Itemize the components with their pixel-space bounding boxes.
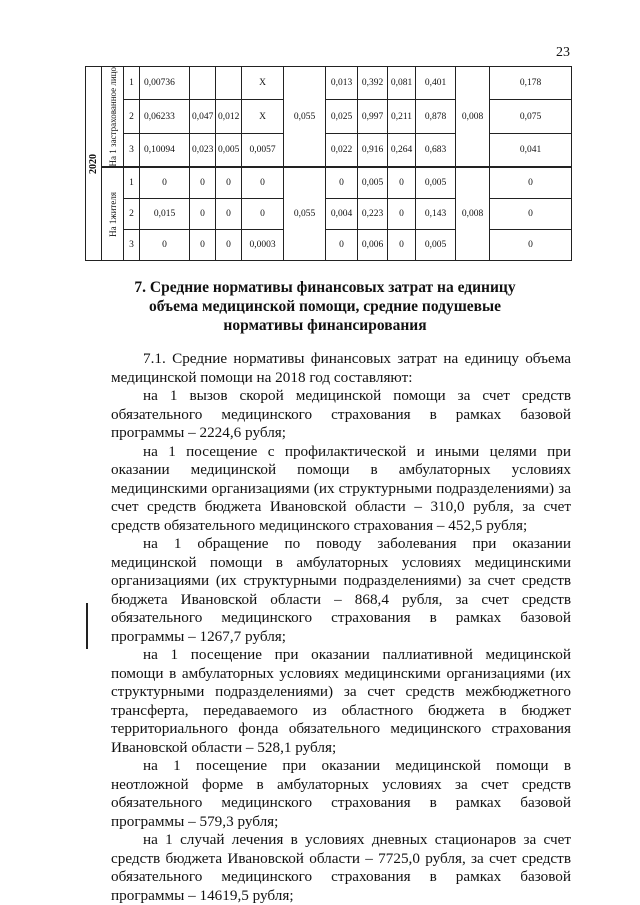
table-cell: 0,012 — [216, 100, 242, 133]
paragraph: на 1 обращение по поводу заболевания при оказании медицинской помощи в амбулаторных условиях медицинскими организациями (их структурными подразделениями) за счет средств бюджета Ивановской области – 868,4 рубля, за счет средств обязательного медицинского страхования в рамках базовой программы – 1267,7 рубля; — [111, 535, 571, 645]
row-number: 2 — [124, 199, 140, 230]
table-cell: 0,006 — [358, 230, 388, 261]
table-cell: 0 — [216, 230, 242, 261]
year-cell: 2020 — [86, 67, 102, 261]
table-cell: 0,081 — [388, 67, 416, 100]
table-cell: 0,06233 — [140, 100, 190, 133]
table-cell: 0,005 — [216, 133, 242, 167]
merged-cell: 0,055 — [284, 167, 326, 261]
table-cell: 0 — [388, 230, 416, 261]
table-cell: 0,005 — [416, 230, 456, 261]
table-cell: 0,10094 — [140, 133, 190, 167]
page-number: 23 — [556, 45, 570, 60]
row-number: 1 — [124, 167, 140, 199]
table-cell: 0,041 — [490, 133, 572, 167]
table-cell: 0 — [490, 199, 572, 230]
table-row — [86, 230, 572, 261]
row-number: 3 — [124, 133, 140, 167]
table-cell: 0 — [190, 199, 216, 230]
table-cell: 0,005 — [416, 167, 456, 199]
table-cell: 0,392 — [358, 67, 388, 100]
table-cell: 0,022 — [326, 133, 358, 167]
table-row — [86, 199, 572, 230]
table-cell: 0,047 — [190, 100, 216, 133]
table-cell: 0,997 — [358, 100, 388, 133]
table-cell: 0,211 — [388, 100, 416, 133]
table-cell: 0,223 — [358, 199, 388, 230]
table-cell: 0 — [242, 199, 284, 230]
table-cell: 0 — [140, 167, 190, 199]
paragraph: на 1 случай лечения в условиях дневных стационаров за счет средств бюджета Ивановской области – 7725,0 рубля, за счет средств обязательного медицинского страхования в рамках базовой программы – 14619,5 рубля; — [111, 831, 571, 904]
merged-cell: 0,008 — [456, 167, 490, 261]
table-cell — [216, 67, 242, 100]
table-cell: 0 — [388, 199, 416, 230]
table-cell: 0 — [242, 167, 284, 199]
table-cell — [190, 67, 216, 100]
table-row — [86, 100, 572, 133]
table-row — [86, 133, 572, 167]
table-cell: 0,013 — [326, 67, 358, 100]
paragraph: 7.1. Средние нормативы финансовых затрат на единицу объема медицинской помощи на 2018 год составляют: — [111, 350, 571, 386]
table-cell: 0 — [388, 167, 416, 199]
table-cell: 0,401 — [416, 67, 456, 100]
paragraph: на 1 посещение с профилактической и иными целями при оказании медицинской помощи в амбулаторных условиях медицинскими организациями (их структурными подразделениями) за счет средств бюджета Ивановской области – 310,0 рубля, за счет средств обязательного медицинского страхования – 452,5 рубля; — [111, 442, 571, 534]
table-cell: 0 — [326, 230, 358, 261]
section-heading: 7. Средние нормативы финансовых затрат на единицу объема медицинской помощи, средние подушевые нормативы финансирования — [134, 279, 516, 334]
normatives-table — [85, 66, 572, 261]
section-body — [111, 350, 571, 905]
table-cell: 0,916 — [358, 133, 388, 167]
row-number: 1 — [124, 67, 140, 100]
row-number: 3 — [124, 230, 140, 261]
table-cell: 0,023 — [190, 133, 216, 167]
table-cell: 0 — [190, 230, 216, 261]
group-label-cell: На 1 застрахованное лицо — [102, 67, 124, 168]
table-cell: X — [242, 67, 284, 100]
table-cell: 0,143 — [416, 199, 456, 230]
table-cell: 0 — [490, 167, 572, 199]
table-cell: 0,0057 — [242, 133, 284, 167]
table-cell: 0,015 — [140, 199, 190, 230]
row-number: 2 — [124, 100, 140, 133]
table-cell: 0 — [216, 167, 242, 199]
merged-cell: 0,055 — [284, 67, 326, 168]
table-row — [86, 67, 572, 100]
table-cell: 0,178 — [490, 67, 572, 100]
table-cell: 0,264 — [388, 133, 416, 167]
table-cell: 0,00736 — [140, 67, 190, 100]
table-cell: 0,0003 — [242, 230, 284, 261]
table-cell: 0 — [326, 167, 358, 199]
group-label-cell: На 1жителя — [102, 167, 124, 261]
table-cell: 0 — [216, 199, 242, 230]
table-cell: 0,075 — [490, 100, 572, 133]
paragraph: на 1 посещение при оказании паллиативной медицинской помощи в амбулаторных условиях медицинскими организациями (их структурными подразделениями) за счет средств межбюджетного трансферта, передаваемого из областного бюджета в бюджет территориального фонда обязательного медицинского страхования Ивановской области – 528,1 рубля; — [111, 646, 571, 756]
table-cell: 0,004 — [326, 199, 358, 230]
table-cell: 0,683 — [416, 133, 456, 167]
table-cell: 0,878 — [416, 100, 456, 133]
table-cell: 0,025 — [326, 100, 358, 133]
paragraph: на 1 посещение при оказании медицинской помощи в неотложной форме в амбулаторных условиях за счет средств обязательного медицинского страхования в рамках базовой программы – 579,3 рубля; — [111, 757, 571, 830]
table-cell: 0 — [140, 230, 190, 261]
table-row — [86, 167, 572, 199]
table-cell: 0,005 — [358, 167, 388, 199]
table-cell: 0 — [490, 230, 572, 261]
table-cell: 0 — [190, 167, 216, 199]
paragraph: на 1 вызов скорой медицинской помощи за счет средств обязательного медицинского страхования в рамках базовой программы – 2224,6 рубля; — [111, 387, 571, 441]
table-cell: X — [242, 100, 284, 133]
margin-scan-mark — [86, 603, 88, 649]
merged-cell: 0,008 — [456, 67, 490, 168]
